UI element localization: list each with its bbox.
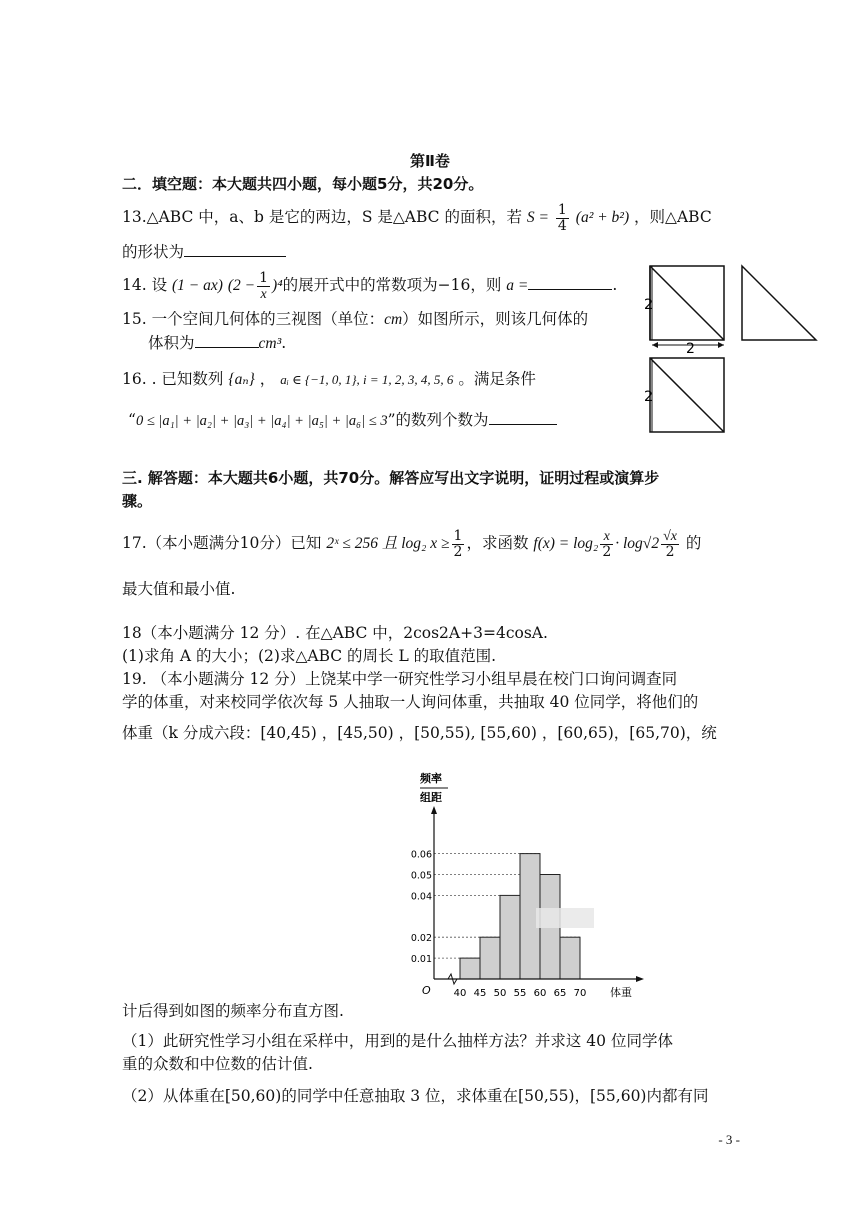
question-17-line1 <box>122 526 701 561</box>
x-tick-label-1: 45 <box>473 988 487 999</box>
q15-text2: 体积为 <box>148 334 195 352</box>
section-heading: 第Ⅱ卷 <box>410 152 450 170</box>
x-tick-label-6: 70 <box>573 988 587 999</box>
q14-end: . <box>612 276 618 294</box>
q14-expr2a: (2 − <box>227 277 256 294</box>
question-16-line1 <box>122 368 536 391</box>
q17-log-sqrt2: · log√2 <box>615 535 660 552</box>
q16-answer-blank[interactable] <box>489 408 557 425</box>
q16-quote-open: “ <box>128 411 136 429</box>
q13-text-end: ，则△ABC <box>634 208 712 226</box>
q17-condition: 2ˣ ≤ 256 且 log₂ x ≥ <box>326 535 450 552</box>
blur-patch <box>536 908 594 928</box>
q16-sep: ， <box>259 370 276 388</box>
q17-frac3-num: √x <box>663 528 677 544</box>
question-19-line3: 体重（k 分成六段：[40,45) ，[45,50) ，[50,55), [55,60) ，[60,65)，[65,70)，统 <box>122 724 717 742</box>
front-bottom-label: 2 <box>686 341 695 357</box>
y-label-bottom: 组距 <box>420 791 442 804</box>
question-13-line1 <box>122 200 712 235</box>
question-15-line1 <box>122 308 588 331</box>
question-17-line2: 最大值和最小值. <box>122 580 236 598</box>
section3-title-line1: 三. 解答题：本大题共6小题，共70分。解答应写出文字说明，证明过程或演算步 <box>122 469 660 487</box>
top-view <box>644 358 724 432</box>
histogram-bar-1 <box>480 937 500 979</box>
q16-inequality: 0 ≤ |a₁| + |a₂| + |a₃| + |a₄| + |a₅| + |a₆| ≤ 3 <box>135 413 388 429</box>
q17-text: 17.（本小题满分10分）已知 <box>122 534 322 552</box>
origin-label: O <box>422 984 431 997</box>
q16-text: 16. . 已知数列 <box>122 370 224 388</box>
q15-unit3: cm³ <box>258 335 282 352</box>
q15-end: . <box>281 334 287 352</box>
question-15-line2 <box>148 331 286 355</box>
question-18-line1: 18（本小题满分 12 分）. 在△ABC 中，2cos2A+3=4cosA. <box>122 624 548 642</box>
q13-fraction <box>556 203 569 234</box>
q13-answer-blank[interactable] <box>184 240 286 257</box>
side-view-triangle <box>742 266 816 340</box>
q13-formula-rhs: (a² + b²) <box>575 209 630 226</box>
page-number: - 3 - <box>718 1132 740 1147</box>
histogram-bar-0 <box>460 958 480 979</box>
question-19-sub1-line1: （1）此研究性学习小组在采样中，用到的是什么抽样方法？并求这 40 位同学体 <box>122 1032 673 1050</box>
y-tick-label-0: 0.01 <box>410 954 432 966</box>
q17-frac1-den: 2 <box>453 543 463 560</box>
q13-formula-lhs: S = <box>526 209 549 226</box>
question-19-line4: 计后得到如图的频率分布直方图. <box>122 1002 344 1020</box>
x-tick-label-3: 55 <box>513 988 527 999</box>
q17-text-mid: ，求函数 <box>466 534 529 552</box>
front-view <box>644 266 724 357</box>
y-tick-label-2: 0.04 <box>410 891 432 903</box>
q14-frac-den: x <box>260 286 267 302</box>
q14-expr2b: )⁴ <box>272 277 283 294</box>
section3-title-line2: 骤。 <box>122 492 153 510</box>
x-tick-labels <box>454 988 587 999</box>
q15-text: 15. 一个空间几何体的三视图（单位： <box>122 310 385 328</box>
question-19-line2: 学的体重，对来校同学依次每 5 人抽取一人询问体重，共抽取 40 位同学，将他们的 <box>122 693 699 711</box>
question-13-line2 <box>122 240 286 263</box>
x-tick-label-2: 50 <box>493 988 507 999</box>
q17-frac2-num: x <box>600 529 613 545</box>
top-view-diagonal <box>650 358 724 432</box>
question-14 <box>122 268 617 303</box>
q17-frac1 <box>452 529 465 560</box>
frequency-histogram <box>410 768 658 1004</box>
q14-answer-blank[interactable] <box>528 273 612 290</box>
y-axis-arrow <box>431 806 437 814</box>
y-label-top: 频率 <box>420 772 442 785</box>
q17-frac2-den: 2 <box>602 543 612 560</box>
x-axis-label: 体重 <box>610 986 632 999</box>
q14-answer-var: a = <box>506 277 529 294</box>
q17-text-end: 的 <box>685 534 702 552</box>
q16-condition: aᵢ ∈ {−1, 0, 1}, i = 1, 2, 3, 4, 5, 6 <box>280 372 454 387</box>
q17-frac2 <box>600 529 613 560</box>
q14-frac-num: 1 <box>259 269 269 286</box>
q13-frac-den: 4 <box>557 217 567 234</box>
histogram-bar-2 <box>500 895 520 979</box>
side-view <box>742 266 816 340</box>
q13-text2: 的形状为 <box>122 243 185 261</box>
y-tick-label-4: 0.06 <box>410 849 432 861</box>
histogram-bar-5 <box>560 937 580 979</box>
x-tick-label-4: 60 <box>533 988 547 999</box>
q16-text2: ”的数列个数为 <box>387 411 489 429</box>
x-axis-arrow <box>636 976 644 982</box>
y-tick-label-1: 0.02 <box>410 933 432 945</box>
question-19-line1: 19. （本小题满分 12 分）上饶某中学一研究性学习小组早晨在校门口询问调查同 <box>122 670 678 688</box>
q14-text: 14. 设 <box>122 276 168 294</box>
q17-frac3-den: 2 <box>665 543 675 560</box>
question-19-sub2-line1: （2）从体重在[50,60)的同学中任意抽取 3 位，求体重在[50,55)，[55,60)内都有同 <box>122 1087 709 1105</box>
section2-title: 二．填空题：本大题共四小题，每小题5分，共20分。 <box>122 175 484 193</box>
q14-expr1: (1 − ax) <box>172 277 223 294</box>
front-view-label: 2 <box>644 297 653 313</box>
top-view-label: 2 <box>644 389 653 405</box>
q14-text2: 的展开式中的常数项为−16，则 <box>282 276 502 294</box>
q15-text-end: ）如图所示，则该几何体的 <box>402 310 589 328</box>
q17-function: f(x) = log₂ <box>533 535 599 552</box>
y-tick-labels <box>411 850 432 966</box>
q17-frac1-num: 1 <box>453 527 463 544</box>
y-tick-label-3: 0.05 <box>410 870 432 882</box>
x-tick-label-0: 40 <box>453 988 467 999</box>
question-18-line2: (1)求角 A 的大小；(2)求△ABC 的周长 L 的取值范围. <box>122 647 497 665</box>
q13-frac-num: 1 <box>557 201 567 218</box>
q16-sequence: {aₙ} <box>228 371 255 388</box>
question-16-line2 <box>128 408 557 432</box>
q17-frac3 <box>661 529 679 560</box>
q15-answer-blank[interactable] <box>195 331 259 348</box>
x-tick-label-5: 65 <box>553 988 567 999</box>
three-views-figure <box>640 262 820 434</box>
front-view-diagonal <box>650 266 724 340</box>
q15-unit: cm <box>384 311 403 328</box>
question-19-sub1-line2: 重的众数和中位数的估计值. <box>122 1055 313 1073</box>
q13-text: 13.△ABC 中，a、b 是它的两边，S 是△ABC 的面积，若 <box>122 208 522 226</box>
q14-fraction <box>257 271 270 302</box>
q16-text-end: 。满足条件 <box>458 370 536 388</box>
